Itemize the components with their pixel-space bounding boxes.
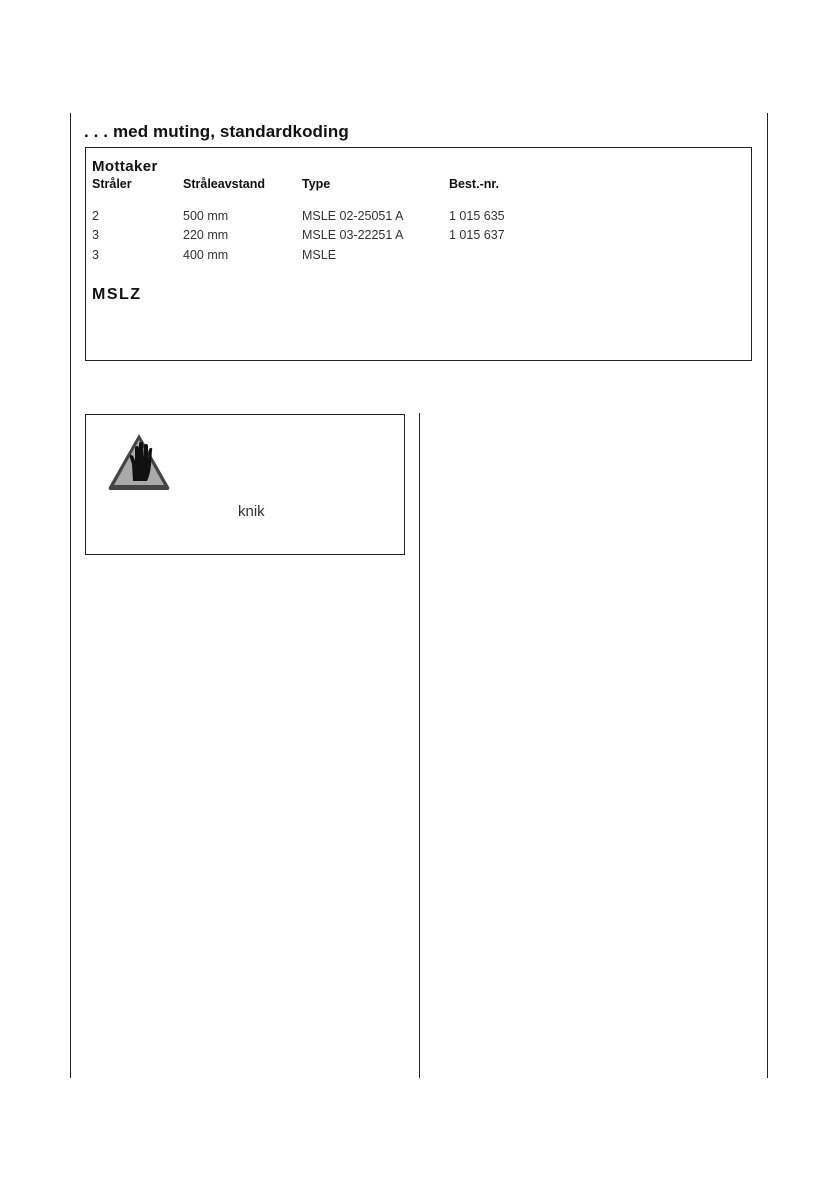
receiver-heading: Mottaker (92, 158, 158, 175)
page-border-right (767, 113, 768, 1078)
table-row (86, 228, 751, 246)
column-header-beam-spacing: Stråleavstand (183, 177, 265, 191)
order-info-box (85, 147, 752, 361)
cell-type: MSLE (302, 248, 337, 262)
warning-box (85, 414, 405, 555)
cell-beams: 2 (92, 209, 99, 223)
cell-beams: 3 (92, 228, 99, 242)
table-row (86, 248, 751, 266)
column-header-type: Type (302, 177, 331, 191)
cell-type: MSLE 03-22251 A (302, 228, 404, 242)
cell-beam-spacing: 500 mm (183, 209, 229, 223)
stop-hand-warning-icon (106, 431, 172, 493)
mslz-heading: MSLZ (92, 286, 142, 303)
section-heading: . . . med muting, standardkoding (84, 122, 349, 141)
page-border-left (70, 113, 71, 1078)
cell-order-no: 1 015 637 (449, 228, 505, 242)
cell-beams: 3 (92, 248, 99, 262)
cell-beam-spacing: 220 mm (183, 228, 229, 242)
cell-order-no: 1 015 635 (449, 209, 505, 223)
table-row (86, 209, 751, 227)
column-header-order-no: Best.-nr. (449, 177, 500, 191)
warning-text: knik (238, 503, 265, 520)
column-divider (419, 413, 420, 1078)
cell-beam-spacing: 400 mm (183, 248, 229, 262)
column-header-beams: Stråler (92, 177, 132, 191)
cell-type: MSLE 02-25051 A (302, 209, 404, 223)
